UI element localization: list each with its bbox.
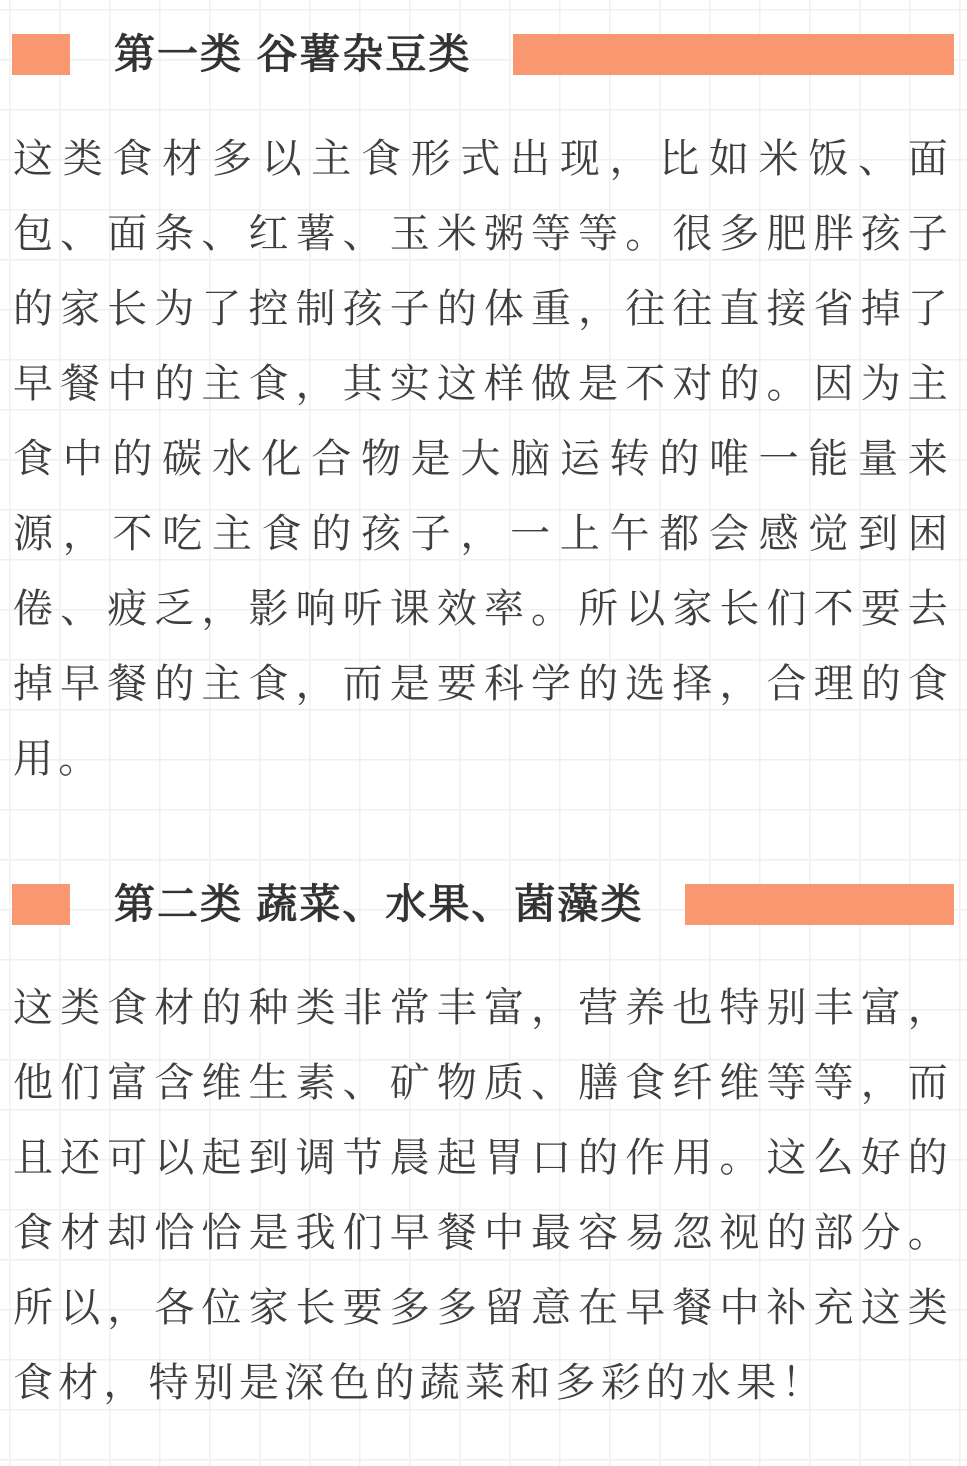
section-header-2 (0, 883, 967, 925)
section-paragraph: 这类食材的种类非常丰富，营养也特别丰富，他们富含维生素、矿物质、膳食纤维等等，而且还可以起到调节晨起胃口的作用。这么好的食材却恰恰是我们早餐中最容易忽视的部分。所以，各位家长要多多留意在早餐中补充这类食材，特别是深色的蔬菜和多彩的水果！ (13, 986, 953, 1405)
accent-square (12, 34, 70, 75)
article-page (0, 33, 967, 1421)
section-paragraph: 这类食材多以主食形式出现，比如米饭、面包、面条、红薯、玉米粥等等。很多肥胖孩子的家长为了控制孩子的体重，往往直接省掉了早餐中的主食，其实这样做是不对的。因为主食中的碳水化合物是大脑运转的唯一能量来源，不吃主食的孩子，一上午都会感觉到困倦、疲乏，影响听课效率。所以家长们不要去掉早餐的主食，而是要科学的选择，合理的食用。 (13, 137, 953, 781)
accent-bar (685, 884, 954, 925)
accent-square (12, 884, 70, 925)
accent-bar (513, 34, 954, 75)
section-title: 第二类 蔬菜、水果、菌藻类 (114, 881, 644, 927)
section-header-1 (0, 33, 967, 75)
section-title: 第一类 谷薯杂豆类 (114, 31, 472, 77)
